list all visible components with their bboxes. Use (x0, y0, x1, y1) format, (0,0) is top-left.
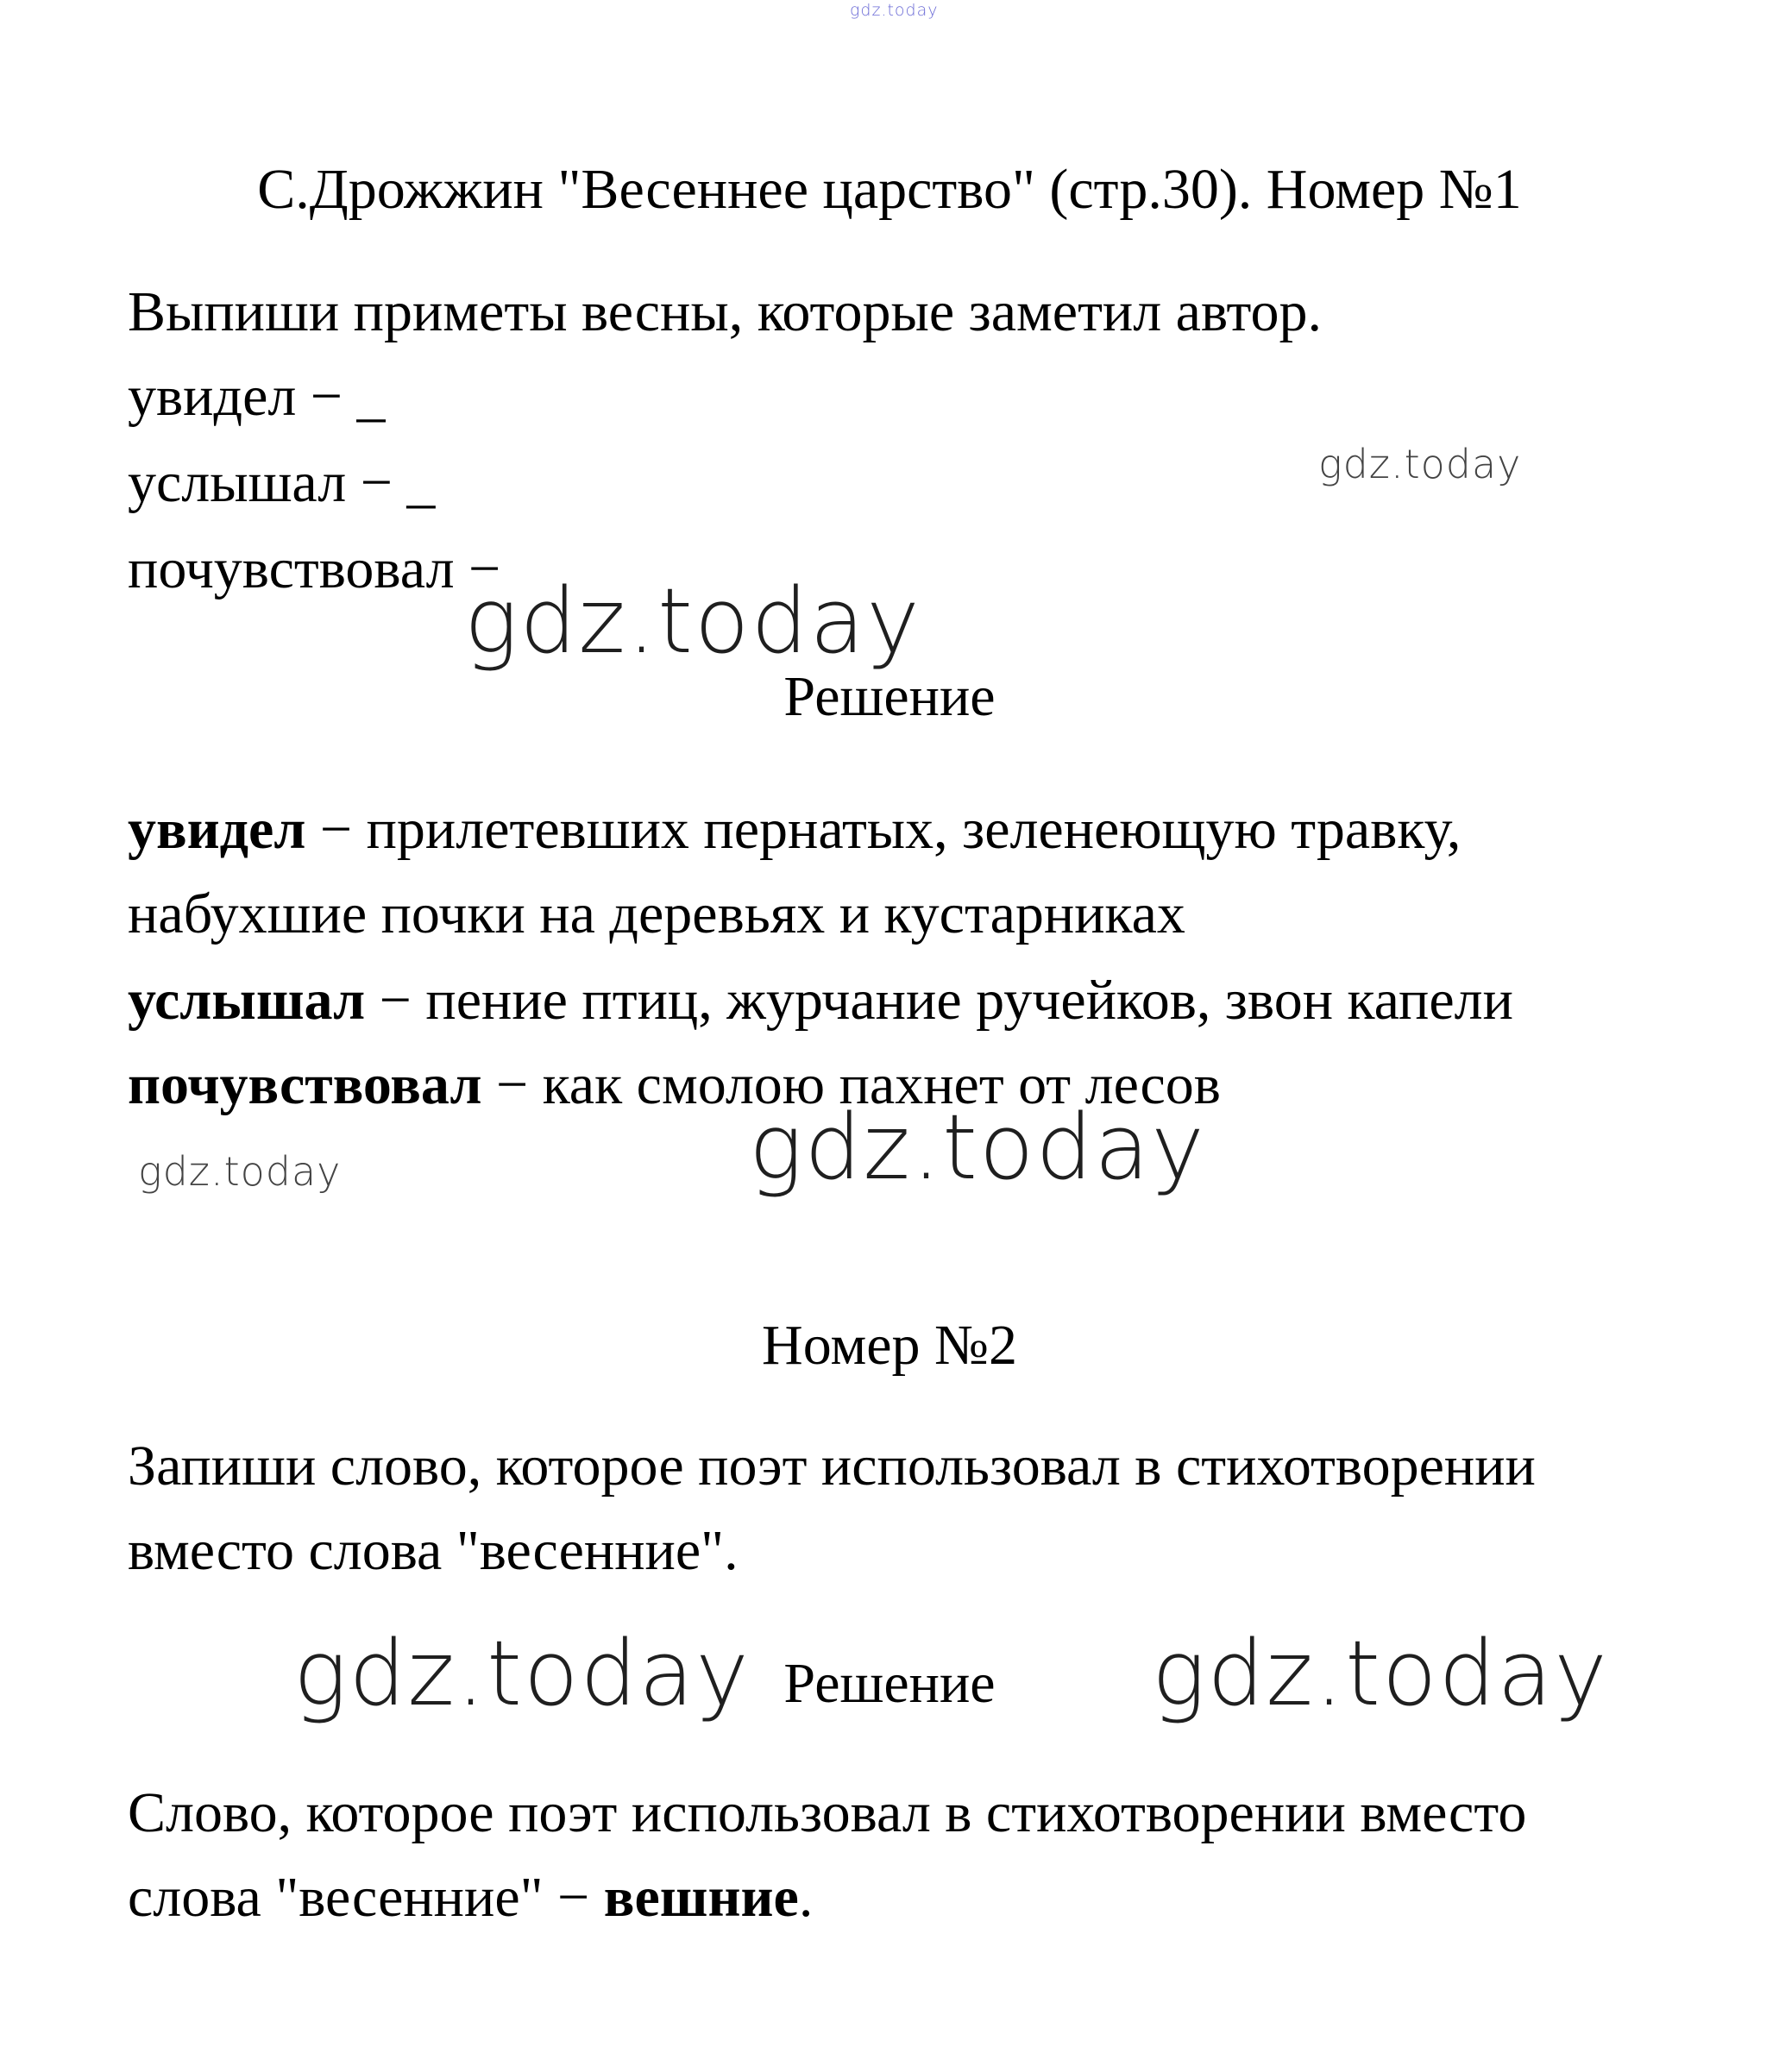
answer-label: увидел (128, 798, 306, 861)
task1-blank-saw: увидел − _ (128, 365, 386, 428)
answer-punct: . (798, 1866, 814, 1929)
task2-question: Запиши слово, которое поэт использовал в стихотворении (128, 1435, 1536, 1497)
task1-blank-heard: услышал − _ (128, 451, 436, 514)
task1-title: С.Дрожжин "Весеннее царство" (стр.30). Номер №1 (257, 158, 1522, 221)
watermark: gdz.today (464, 568, 921, 674)
task1-answer-saw (128, 795, 1461, 864)
task2-title: Номер №2 (762, 1314, 1017, 1377)
task1-answer-felt (128, 1051, 1221, 1120)
watermark: gdz.today (1152, 1621, 1609, 1726)
watermark: gdz.today (138, 1148, 342, 1195)
watermark: gdz.today (1318, 441, 1522, 487)
task1-answer-saw-cont: набухшие почки на деревьях и кустарниках (128, 882, 1185, 945)
answer-text: − прилетевших пернатых, зеленеющую травку, (305, 798, 1462, 861)
task1-solution-heading: Решение (783, 665, 996, 728)
task2-solution-heading: Решение (783, 1652, 996, 1715)
answer-text: − пение птиц, журчание ручейков, звон капели (365, 969, 1513, 1032)
task1-answer-heard (128, 966, 1513, 1035)
answer-text: − как смолою пахнет от лесов (481, 1053, 1221, 1116)
watermark: gdz.today (749, 1095, 1206, 1200)
watermark: gdz.today (293, 1621, 751, 1726)
answer-word: вешние (603, 1866, 799, 1929)
task1-blank-felt: почувствовал − (128, 537, 501, 600)
task2-question-cont: вместо слова "весенние". (128, 1519, 739, 1582)
task1-question: Выпиши приметы весны, которые заметил автор. (128, 280, 1322, 343)
answer-label: услышал (128, 969, 366, 1032)
answer-label: почувствовал (128, 1053, 482, 1116)
answer-text: слова "весенние" − (128, 1866, 604, 1929)
task2-answer-cont (128, 1863, 813, 1932)
task2-answer: Слово, которое поэт использовал в стихотворении вместо (128, 1781, 1527, 1844)
watermark-top: gdz.today (850, 1, 939, 20)
